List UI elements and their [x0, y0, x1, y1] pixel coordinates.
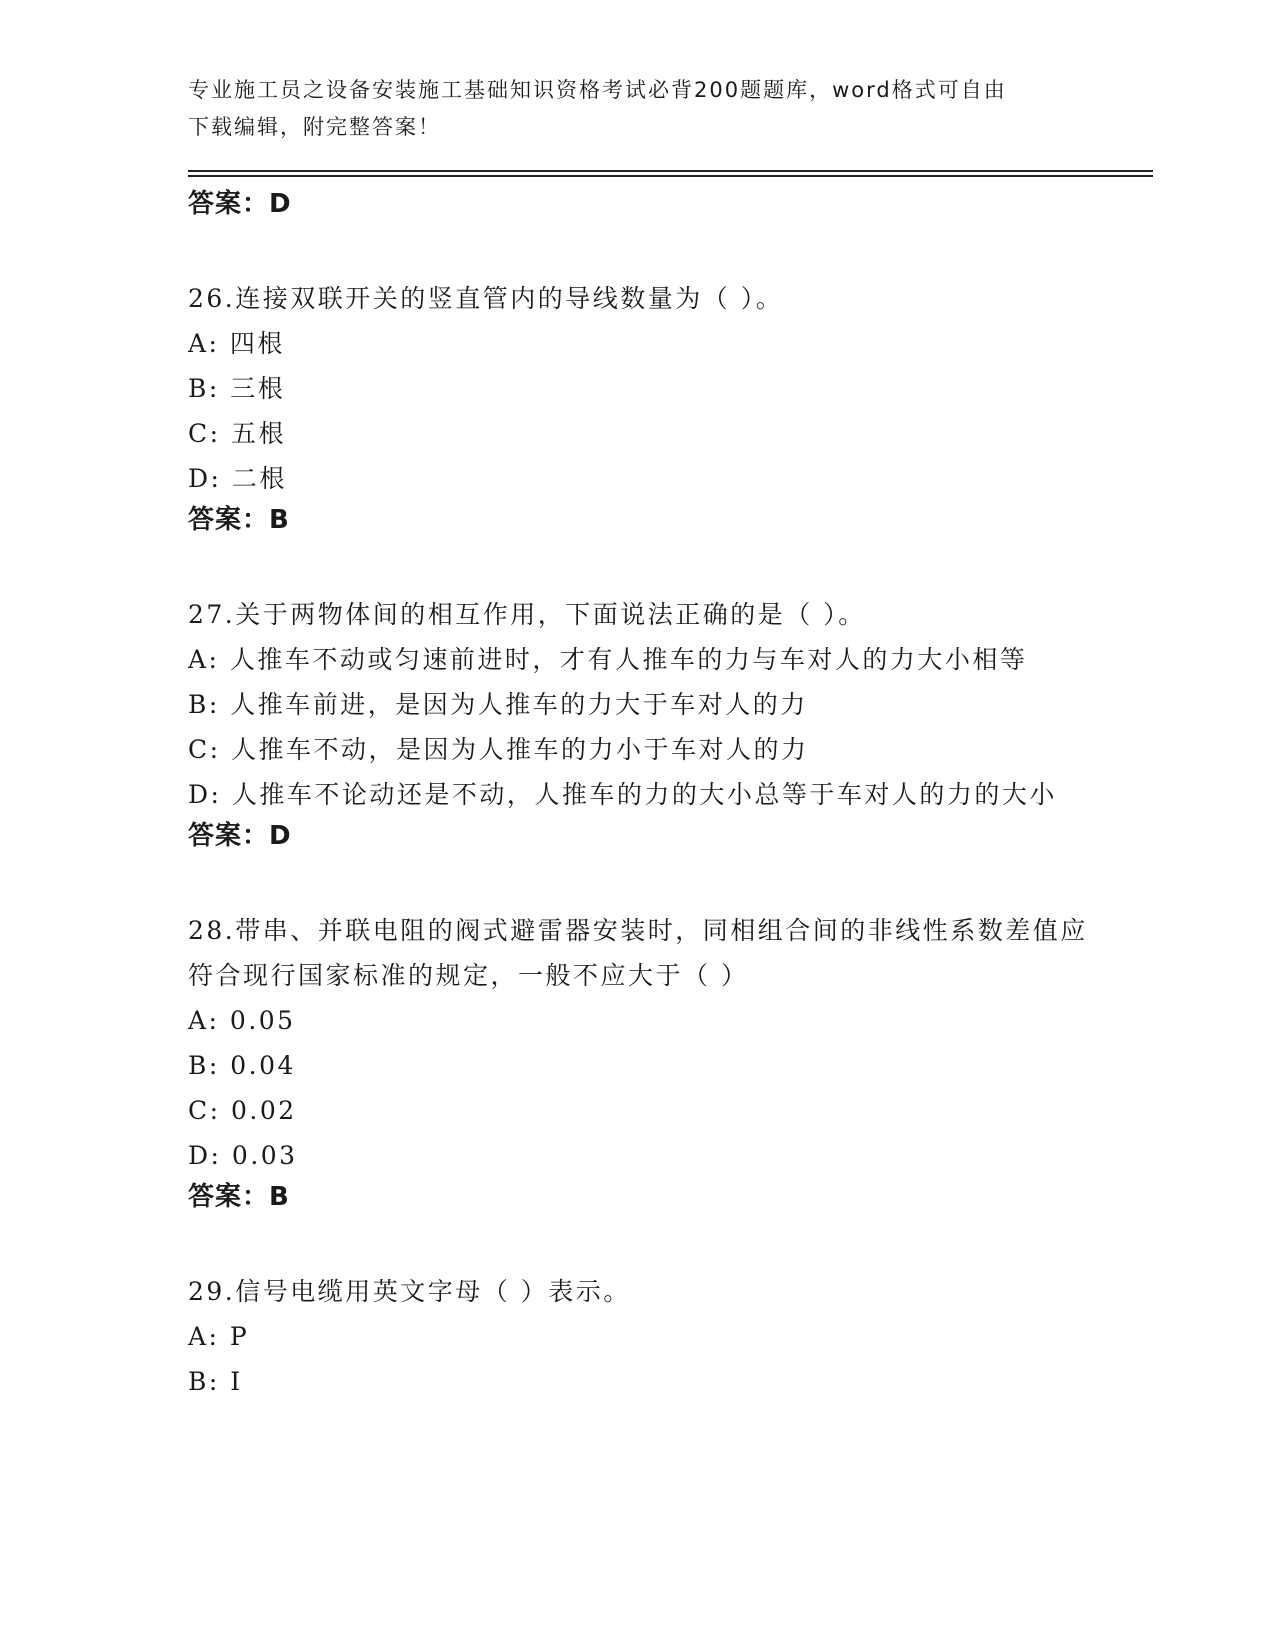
- question-title: 28.带串、并联电阻的阀式避雷器安装时，同相组合间的非线性系数差值应符合现行国家标准的规定，一般不应大于（ ）: [188, 916, 1088, 990]
- answer-label: 答案：B: [188, 1182, 290, 1212]
- question-list: [188, 185, 1088, 1404]
- option-c: C: 五根: [188, 419, 286, 448]
- question-27: [188, 592, 1088, 863]
- option-a: A: 0.05: [188, 1006, 296, 1035]
- answer-label: 答案：B: [188, 505, 290, 535]
- option-d: D: 二根: [188, 464, 287, 493]
- option-a: A: P: [188, 1322, 250, 1351]
- option-d: D: 0.03: [188, 1141, 298, 1170]
- option-c: C: 0.02: [188, 1096, 297, 1125]
- question-29: [188, 1269, 1088, 1404]
- option-b: B: 三根: [188, 374, 286, 403]
- option-d: D: 人推车不论动还是不动，人推车的力的大小总等于车对人的力的大小: [188, 780, 1057, 809]
- option-c: C: 人推车不动，是因为人推车的力小于车对人的力: [188, 735, 809, 764]
- question-title: 27.关于两物体间的相互作用，下面说法正确的是（ ）。: [188, 600, 866, 629]
- option-b: B: I: [188, 1367, 243, 1396]
- document-header: [188, 72, 1088, 146]
- option-a: A: 人推车不动或匀速前进时，才有人推车的力与车对人的力大小相等: [188, 645, 1028, 674]
- answer-label: 答案：D: [188, 821, 292, 851]
- answer-label: 答案：D: [188, 189, 292, 219]
- spacer: [188, 863, 1088, 908]
- header-line-2: 下载编辑，附完整答案！: [188, 115, 441, 139]
- question-28: [188, 908, 1088, 1224]
- option-b: B: 0.04: [188, 1051, 296, 1080]
- option-a: A: 四根: [188, 329, 285, 358]
- question-title: 26.连接双联开关的竖直管内的导线数量为（ ）。: [188, 284, 784, 313]
- question-title: 29.信号电缆用英文字母（ ）表示。: [188, 1277, 631, 1306]
- header-line-1: 专业施工员之设备安装施工基础知识资格考试必背200题题库，word格式可自由: [188, 78, 1007, 102]
- option-b: B: 人推车前进，是因为人推车的力大于车对人的力: [188, 690, 808, 719]
- spacer: [188, 231, 1088, 276]
- spacer: [188, 1224, 1088, 1269]
- question-26: [188, 276, 1088, 547]
- spacer: [188, 547, 1088, 592]
- header-divider-bottom: [188, 175, 1153, 177]
- header-divider-top: [188, 170, 1153, 172]
